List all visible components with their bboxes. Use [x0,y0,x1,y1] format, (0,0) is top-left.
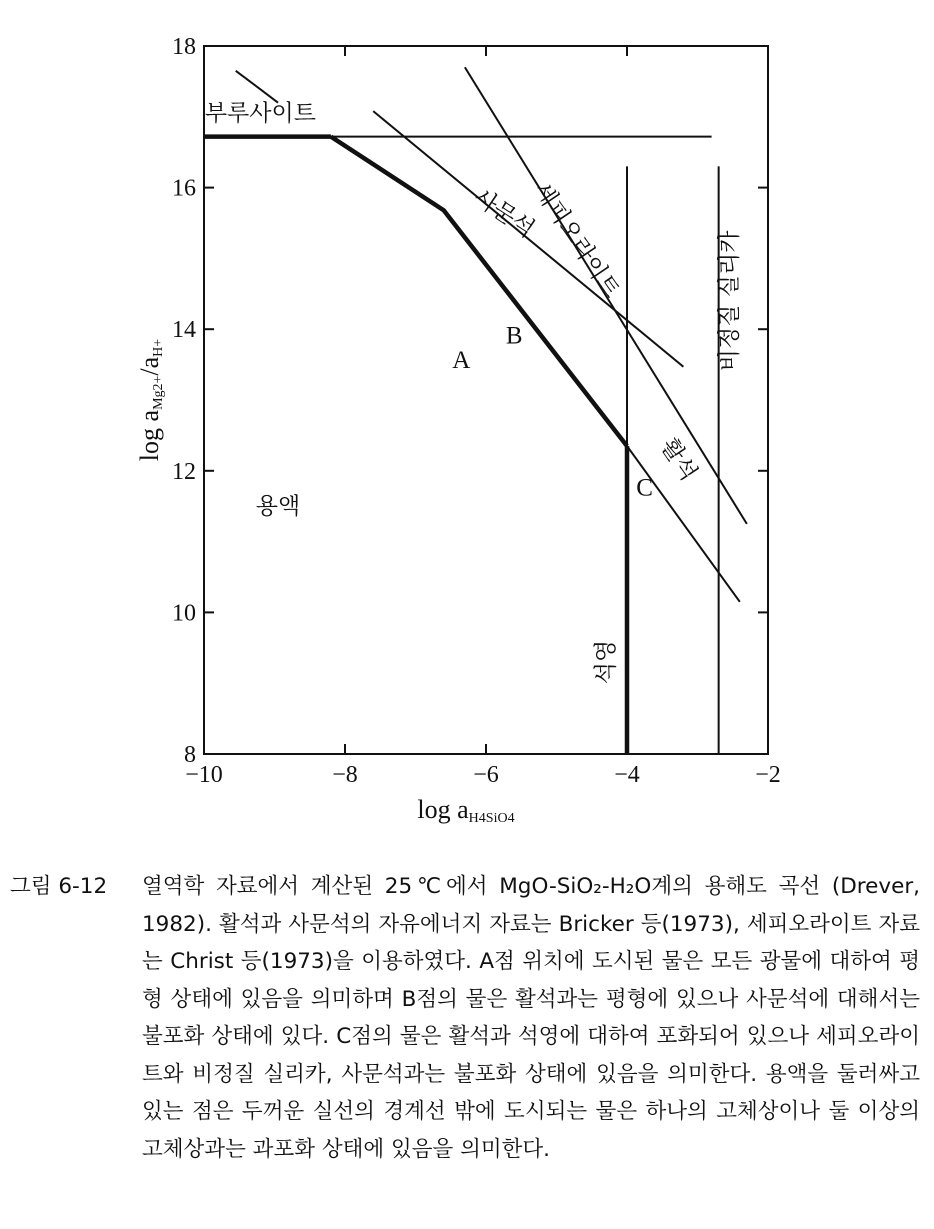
point-label: C [636,474,653,502]
point-label: B [505,322,523,350]
y-axis-label: log aMg2+/aH+ [135,338,166,462]
series-line [373,111,683,367]
x-tick-label: −6 [473,762,499,788]
curve-label: 활석 [655,434,702,486]
curve-label: 석영 [592,639,619,685]
curve-label: 세피오라이트 [528,177,625,303]
x-tick-label: −8 [332,762,358,788]
series-line [331,137,743,602]
y-tick-label: 14 [172,317,196,344]
y-tick-label: 12 [172,458,196,485]
curve-label: 용액 [255,493,301,520]
caption-text: 열역학 자료에서 계산된 25℃에서 MgO-SiO₂-H₂O계의 용해도 곡선 (Drever, 1982). 활석과 사문석의 자유에너지 자료는 Bricker 등(1973), 세피오라이트 자료는 Christ 등(1973)을 이용하였다. A점 위치에 도시된 물은 모든 광물에 대하여 평형 상태에 있음을 의미하며 B점의 물은 활석과는 평형에 있으나 사문석에 대해서는 불포화 상태에 있다. C점의 물은 활석과 석영에 대하여 포화되어 있으나 세피오라이트와 비정질 실리카, 사문석과는 불포화 상태에 있음을 의미한다. 용액을 둘러싸고 있는 점은 두꺼운 실선의 경계선 밖에 도시되는 물은 하나의 고체상이나 둘 이상의 고체상과는 과포화 상태에 있음을 의미한다. [142,874,920,1162]
curve-label: 부루사이트 [204,100,316,127]
figure-caption [10,868,920,1168]
y-tick-label: 10 [172,600,196,627]
x-tick-label: −4 [614,762,640,788]
plot-border [204,46,768,754]
point-label: A [452,347,471,375]
curve-labels [205,100,742,684]
y-tick-label: 8 [184,742,196,768]
curve-label: 비정질 실리카 [716,230,743,372]
x-tick-label: −10 [185,762,223,788]
series-line [236,71,278,103]
curve-label: 사문석 [469,184,539,244]
y-tick-label: 18 [172,34,196,60]
bold-boundary [331,137,627,446]
x-tick-label: −2 [755,762,781,788]
x-axis-label: log aH4SiO4 [417,795,515,826]
figure-number: 그림 6-12 [10,874,108,899]
phase-boundary-lines [204,67,747,754]
y-tick-label: 16 [172,175,196,202]
axis-ticks [172,34,781,788]
plot-frame [204,46,768,754]
